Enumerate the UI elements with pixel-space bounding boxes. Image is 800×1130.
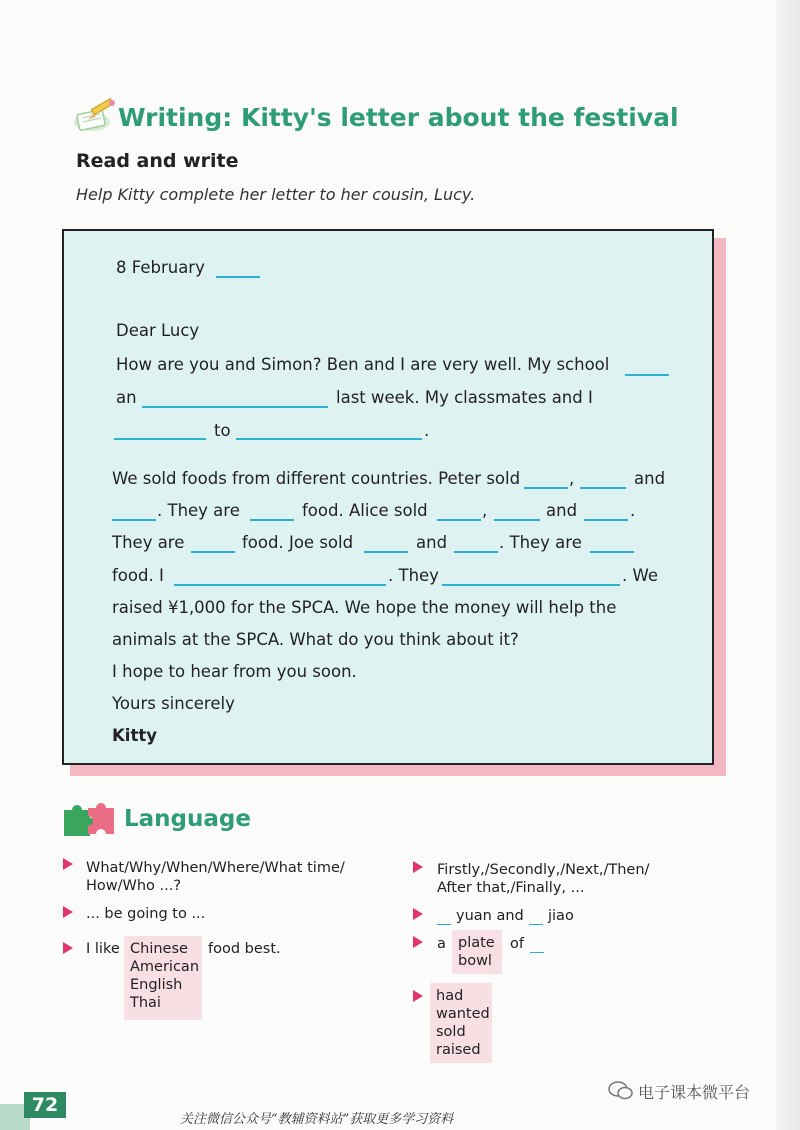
- sequence-words-line2: After that,/Finally, ...: [437, 880, 585, 896]
- letter-p2-alice-sold: food. Alice sold: [302, 501, 428, 520]
- be-going-to: ... be going to ...: [86, 906, 206, 922]
- verb-option: wanted: [436, 1006, 490, 1022]
- container-option: plate: [458, 935, 495, 951]
- food-option: American: [130, 959, 200, 975]
- letter-p1-line1: How are you and Simon? Ben and I are very well. My school: [116, 355, 610, 374]
- letter-p2-they: . They: [388, 566, 439, 585]
- blank-joe-food-2[interactable]: [454, 551, 498, 553]
- food-best-text: food best.: [208, 941, 281, 957]
- yuan-and-text: yuan and: [456, 908, 524, 924]
- of-text: of: [510, 936, 524, 952]
- letter-p1-an: an: [116, 388, 137, 407]
- language-heading: Language: [124, 806, 251, 832]
- letter-p3: I hope to hear from you soon.: [112, 662, 357, 681]
- letter-date: 8 February: [116, 258, 205, 277]
- verb-option: had: [436, 988, 464, 1004]
- question-words-line2: How/Who ...?: [86, 878, 182, 894]
- bullet-arrow-icon: [413, 990, 423, 1002]
- read-and-write-subheading: Read and write: [76, 150, 239, 172]
- sequence-words-line1: Firstly,/Secondly,/Next,/Then/: [437, 862, 650, 878]
- letter-p2-joe-sold: food. Joe sold: [242, 533, 354, 552]
- and-1: and: [634, 469, 666, 488]
- i-like-text: I like: [86, 941, 120, 957]
- food-option: Thai: [130, 995, 161, 1011]
- comma-2: ,: [482, 501, 488, 520]
- bullet-arrow-icon: [413, 861, 423, 873]
- letter-p2-they-are-3: . They are: [499, 533, 582, 552]
- blank-alice-food-2[interactable]: [494, 519, 540, 521]
- letter-p1-to: to: [214, 421, 231, 440]
- puzzle-pieces-icon: [60, 800, 118, 838]
- blank-peter-food-1[interactable]: [524, 487, 568, 489]
- letter-p2-line6: animals at the SPCA. What do you think about it?: [112, 630, 519, 649]
- verb-option: raised: [436, 1042, 481, 1058]
- letter-p2-they-are-1: . They are: [157, 501, 240, 520]
- pencil-paper-icon: [72, 98, 118, 134]
- blank-yuan: [437, 924, 451, 925]
- blank-peter-food-2[interactable]: [580, 487, 626, 489]
- blank-alice-country[interactable]: [191, 551, 235, 553]
- blank-kitty-action[interactable]: [174, 584, 386, 586]
- letter-greeting: Dear Lucy: [116, 321, 200, 340]
- a-text: a: [437, 936, 446, 952]
- blank-school[interactable]: [625, 374, 669, 376]
- blank-alice-food-1[interactable]: [437, 519, 481, 521]
- letter-p2-they-are-2: They are: [112, 533, 185, 552]
- blank-of: [530, 952, 544, 953]
- scan-edge: [776, 0, 800, 1130]
- letter-signature: Kitty: [112, 726, 157, 745]
- blank-joe-country[interactable]: [590, 551, 634, 553]
- verb-option: sold: [436, 1024, 466, 1040]
- comma-1: ,: [569, 469, 575, 488]
- footer-text: 关注微信公众号“教辅资料站”获取更多学习资料: [180, 1112, 454, 1127]
- blank-verb[interactable]: [114, 438, 206, 440]
- blank-event[interactable]: [142, 406, 328, 408]
- and-2: and: [546, 501, 578, 520]
- letter-p2-line5: raised ¥1,000 for the SPCA. We hope the money will help the: [112, 598, 617, 617]
- letter-p1-last-week: last week. My classmates and I: [336, 388, 593, 407]
- blank-they-action[interactable]: [442, 584, 620, 586]
- question-words-line1: What/Why/When/Where/What time/: [86, 860, 345, 876]
- page-number: 72: [24, 1092, 66, 1118]
- letter-p2-we: . We: [622, 566, 658, 585]
- period-1: .: [630, 501, 636, 520]
- blank-activity[interactable]: [236, 438, 422, 440]
- instruction-text: Help Kitty complete her letter to her cousin, Lucy.: [76, 185, 476, 204]
- jiao-text: jiao: [548, 908, 574, 924]
- blank-jiao: [529, 924, 543, 925]
- wechat-icon: [608, 1080, 634, 1100]
- letter-p2-line1: We sold foods from different countries. Peter sold: [112, 469, 521, 488]
- food-option: Chinese: [130, 941, 188, 957]
- container-option: bowl: [458, 953, 492, 969]
- bullet-arrow-icon: [413, 936, 423, 948]
- bullet-arrow-icon: [63, 858, 73, 870]
- blank-joe-food-1[interactable]: [364, 551, 408, 553]
- letter-box: [62, 229, 714, 765]
- bullet-arrow-icon: [63, 942, 73, 954]
- page-heading: Writing: Kitty's letter about the festival: [118, 103, 679, 132]
- blank-alice-food-3[interactable]: [584, 519, 628, 521]
- bullet-arrow-icon: [63, 906, 73, 918]
- and-3: and: [416, 533, 448, 552]
- letter-closing: Yours sincerely: [112, 694, 235, 713]
- watermark-text: 电子课本微平台: [638, 1083, 751, 1102]
- bullet-arrow-icon: [413, 908, 423, 920]
- blank-date[interactable]: [216, 276, 260, 278]
- blank-peter-food-3[interactable]: [112, 519, 156, 521]
- food-option: English: [130, 977, 183, 993]
- letter-p1-period: .: [424, 421, 430, 440]
- blank-peter-country[interactable]: [250, 519, 294, 521]
- letter-p2-food-i: food. I: [112, 566, 164, 585]
